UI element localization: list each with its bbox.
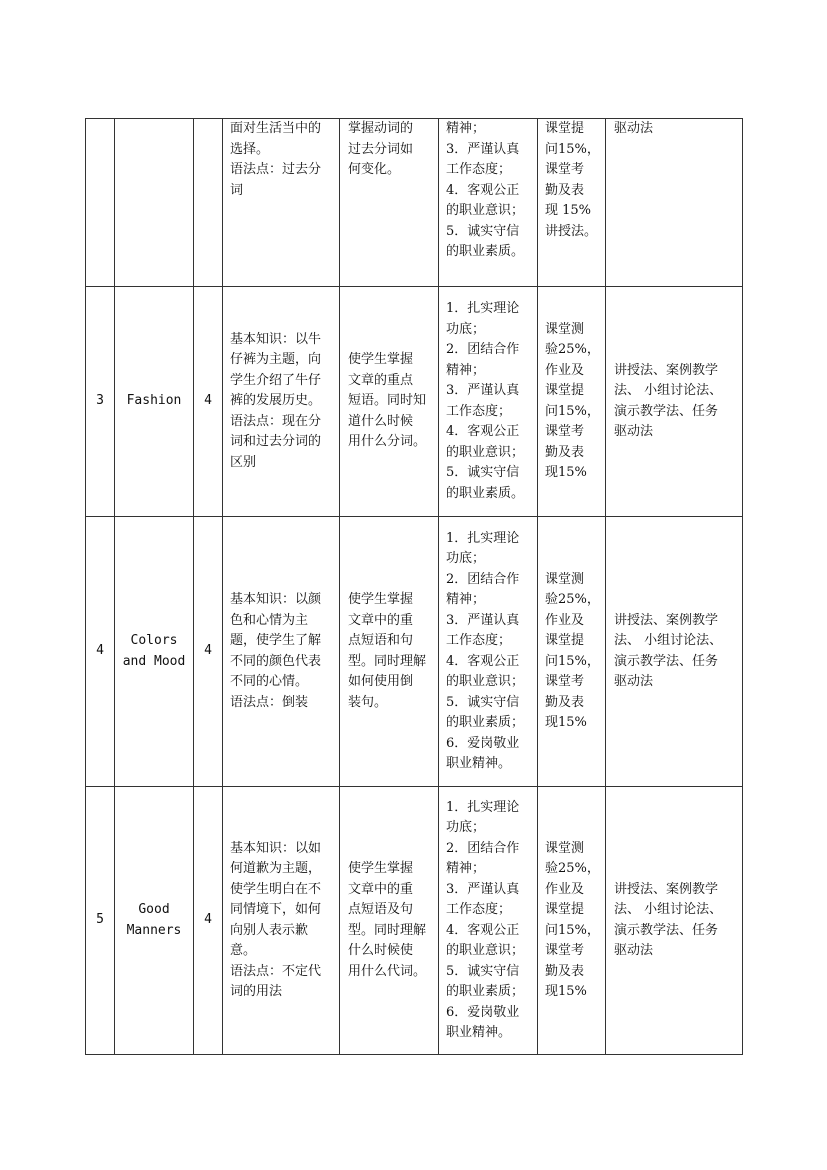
content-line: 仔裤为主题，向 [230, 352, 322, 368]
quality-goal-cell [439, 119, 538, 287]
teaching-method-line: 驱动法 [614, 943, 654, 958]
content-line: 选择。 [230, 141, 270, 157]
assessment-line: 验25%， [545, 861, 600, 876]
assessment-line: 问15%， [545, 653, 600, 669]
assessment-line: 现 15% [545, 203, 592, 218]
learning-goal-line: 使学生掌握 [348, 352, 414, 368]
quality-goal-line: 工作态度； [446, 162, 512, 177]
learning-goal-line: 过去分词如 [348, 141, 414, 157]
course-table [85, 118, 743, 1055]
unit-title-line: Manners [126, 922, 182, 938]
quality-goal-line: 的职业素质。 [446, 485, 525, 501]
unit-title-line: Good [138, 902, 170, 917]
teaching-method-cell [606, 517, 743, 787]
assessment-cell [538, 517, 606, 787]
assessment-line: 课堂考 [545, 424, 585, 439]
learning-goal-cell [340, 119, 439, 287]
row-index-cell [86, 517, 115, 787]
content-line: 色和心情为主 [230, 612, 309, 628]
teaching-method-line: 讲授法、案例教学 [614, 362, 719, 378]
quality-goal-line: 工作态度； [446, 902, 512, 917]
row-index-cell [86, 787, 115, 1055]
learning-goal-line: 点短语和句 [348, 633, 414, 648]
content-line: 意。 [230, 943, 257, 958]
learning-goal-line: 用什么分词。 [348, 434, 427, 450]
quality-goal-line: 功底； [446, 321, 486, 337]
content-line: 词的用法 [230, 984, 283, 999]
assessment-line: 课堂考 [545, 162, 585, 177]
quality-goal-line: 5．诚实守信 [446, 465, 520, 480]
row-index: 4 [96, 643, 104, 659]
quality-goal-line: 精神； [446, 861, 486, 876]
assessment-line: 课堂提 [545, 902, 585, 917]
quality-goal-line: 5．诚实守信 [446, 963, 520, 979]
quality-goal-line: 工作态度； [446, 403, 512, 419]
quality-goal-line: 功底； [446, 820, 486, 835]
quality-goal-line: 精神； [446, 362, 486, 378]
quality-goal-line: 职业精神。 [446, 1025, 512, 1040]
assessment-line: 验25%， [545, 592, 600, 607]
assessment-line: 勤及表 [545, 963, 585, 979]
content-line: 语法点：现在分 [230, 413, 322, 429]
row-index: 5 [96, 912, 104, 928]
table-row [86, 119, 743, 287]
quality-goal-line: 的职业意识； [446, 444, 525, 460]
content-cell [223, 787, 340, 1055]
teaching-method-line: 讲授法、案例教学 [614, 612, 719, 628]
learning-goal-line: 文章中的重 [348, 612, 414, 628]
content-line: 何道歉为主题， [230, 861, 322, 876]
quality-goal-line: 1．扎实理论 [446, 799, 520, 815]
teaching-method-line: 演示教学法、任务 [614, 653, 719, 669]
learning-goal-line: 使学生掌握 [348, 592, 414, 607]
learning-goal-line: 什么时候使 [348, 943, 414, 958]
hours-cell [194, 119, 223, 287]
quality-goal-line: 6．爱岗敬业 [446, 735, 520, 751]
unit-title-cell [115, 287, 194, 517]
unit-title-cell [115, 517, 194, 787]
content-cell [223, 119, 340, 287]
content-line: 题，使学生了解 [230, 633, 322, 648]
assessment-line: 课堂测 [545, 840, 585, 856]
quality-goal-line: 3．严谨认真 [446, 141, 520, 157]
assessment-line: 课堂考 [545, 674, 585, 689]
assessment-cell [538, 287, 606, 517]
quality-goal-line: 4．客观公正 [446, 922, 520, 938]
unit-title-line: Fashion [126, 393, 182, 409]
learning-goal-line: 点短语及句 [348, 902, 414, 917]
row-index-cell [86, 287, 115, 517]
assessment-line: 课堂测 [545, 571, 585, 587]
learning-goal-line: 型。同时理解 [348, 653, 427, 669]
assessment-cell [538, 119, 606, 287]
teaching-method-line: 驱动法 [614, 424, 654, 439]
quality-goal-line: 3．严谨认真 [446, 612, 520, 628]
assessment-line: 课堂测 [545, 321, 585, 337]
assessment-line: 课堂考 [545, 943, 585, 958]
content-line: 向别人表示歉 [230, 922, 309, 938]
assessment-line: 勤及表 [545, 182, 585, 198]
quality-goal-line: 2．团结合作 [446, 571, 520, 587]
teaching-method-line: 法、 小组讨论法、 [614, 902, 723, 917]
quality-goal-line: 职业精神。 [446, 756, 512, 771]
assessment-line: 勤及表 [545, 694, 585, 710]
unit-title-line: Colors [130, 633, 178, 648]
assessment-line: 作业及 [545, 612, 585, 628]
learning-goal-line: 何变化。 [348, 162, 401, 177]
teaching-method-cell [606, 119, 743, 287]
hours: 4 [204, 643, 212, 659]
quality-goal-line: 的职业素质； [446, 984, 525, 999]
quality-goal-line: 1．扎实理论 [446, 301, 520, 316]
quality-goal-cell [439, 287, 538, 517]
quality-goal-line: 精神； [446, 592, 486, 607]
quality-goal-line: 的职业意识； [446, 943, 525, 958]
assessment-cell [538, 787, 606, 1055]
quality-goal-line: 1．扎实理论 [446, 530, 520, 546]
quality-goal-line: 3．严谨认真 [446, 881, 520, 897]
quality-goal-line: 2．团结合作 [446, 342, 520, 357]
content-line: 词 [230, 182, 244, 198]
learning-goal-line: 道什么时候 [348, 413, 414, 429]
content-line: 使学生明白在不 [230, 881, 322, 897]
content-line: 不同的心情。 [230, 674, 309, 689]
teaching-method-line: 演示教学法、任务 [614, 922, 719, 938]
row-index: 3 [96, 393, 104, 409]
quality-goal-line: 4．客观公正 [446, 653, 520, 669]
hours-cell [194, 517, 223, 787]
assessment-line: 现15% [545, 715, 587, 730]
learning-goal-line: 使学生掌握 [348, 861, 414, 876]
teaching-method-line: 法、 小组讨论法、 [614, 383, 723, 398]
assessment-line: 作业及 [545, 362, 585, 378]
quality-goal-line: 5．诚实守信 [446, 694, 520, 710]
learning-goal-line: 掌握动词的 [348, 121, 414, 136]
assessment-line: 勤及表 [545, 444, 585, 460]
content-line: 词和过去分词的 [230, 434, 322, 450]
quality-goal-line: 的职业意识； [446, 674, 525, 689]
teaching-method-line: 法、 小组讨论法、 [614, 633, 723, 648]
learning-goal-line: 型。同时理解 [348, 922, 427, 938]
quality-goal-line: 3．严谨认真 [446, 383, 520, 398]
assessment-line: 课堂提 [545, 383, 585, 398]
content-line: 裤的发展历史。 [230, 393, 322, 409]
quality-goal-line: 4．客观公正 [446, 424, 520, 439]
learning-goal-line: 短语。同时知 [348, 393, 427, 409]
table-row [86, 517, 743, 787]
teaching-method-line: 驱动法 [614, 674, 654, 689]
assessment-line: 问15%， [545, 922, 600, 938]
content-line: 语法点：倒装 [230, 694, 309, 710]
content-line: 基本知识：以如 [230, 840, 322, 856]
teaching-method-line: 讲授法、案例教学 [614, 881, 719, 897]
learning-goal-line: 装句。 [348, 694, 388, 710]
teaching-method-line: 驱动法 [614, 121, 654, 136]
assessment-line: 课堂提 [545, 633, 585, 648]
row-index-cell [86, 119, 115, 287]
hours: 4 [204, 393, 212, 409]
table-row [86, 287, 743, 517]
learning-goal-line: 用什么代词。 [348, 963, 427, 979]
assessment-line: 课堂提 [545, 121, 585, 136]
quality-goal-line: 功底； [446, 551, 486, 566]
content-line: 同情境下，如何 [230, 902, 322, 917]
learning-goal-cell [340, 287, 439, 517]
content-line: 区别 [230, 454, 257, 470]
learning-goal-line: 文章的重点 [348, 372, 414, 388]
quality-goal-line: 4．客观公正 [446, 182, 520, 198]
quality-goal-line: 的职业意识； [446, 203, 525, 218]
content-line: 基本知识：以颜 [230, 592, 322, 607]
quality-goal-cell [439, 787, 538, 1055]
unit-title-cell [115, 787, 194, 1055]
unit-title-line: and Mood [122, 653, 186, 669]
quality-goal-line: 6．爱岗敬业 [446, 1004, 520, 1020]
hours-cell [194, 287, 223, 517]
content-line: 基本知识：以牛 [230, 331, 322, 347]
quality-goal-line: 的职业素质。 [446, 244, 525, 259]
quality-goal-line: 精神； [446, 121, 486, 136]
content-line: 语法点：过去分 [230, 162, 322, 177]
content-line: 面对生活当中的 [230, 121, 322, 136]
learning-goal-line: 如何使用倒 [348, 674, 414, 689]
hours-cell [194, 787, 223, 1055]
content-cell [223, 517, 340, 787]
table-row [86, 787, 743, 1055]
teaching-method-cell [606, 787, 743, 1055]
content-line: 学生介绍了牛仔 [230, 372, 322, 388]
unit-title-cell [115, 119, 194, 287]
quality-goal-cell [439, 517, 538, 787]
quality-goal-line: 5．诚实守信 [446, 223, 520, 239]
assessment-line: 问15%， [545, 403, 600, 419]
assessment-line: 作业及 [545, 881, 585, 897]
assessment-line: 现15% [545, 984, 587, 999]
content-cell [223, 287, 340, 517]
quality-goal-line: 的职业素质； [446, 715, 525, 730]
hours: 4 [204, 912, 212, 928]
learning-goal-cell [340, 787, 439, 1055]
teaching-method-cell [606, 287, 743, 517]
quality-goal-line: 2．团结合作 [446, 840, 520, 856]
assessment-line: 问15%， [545, 141, 600, 157]
assessment-line: 讲授法。 [545, 223, 598, 239]
learning-goal-line: 文章中的重 [348, 881, 414, 897]
content-line: 语法点：不定代 [230, 963, 322, 979]
assessment-line: 现15% [545, 465, 587, 480]
assessment-line: 验25%， [545, 342, 600, 357]
quality-goal-line: 工作态度； [446, 633, 512, 648]
learning-goal-cell [340, 517, 439, 787]
content-line: 不同的颜色代表 [230, 653, 322, 669]
teaching-method-line: 演示教学法、任务 [614, 403, 719, 419]
